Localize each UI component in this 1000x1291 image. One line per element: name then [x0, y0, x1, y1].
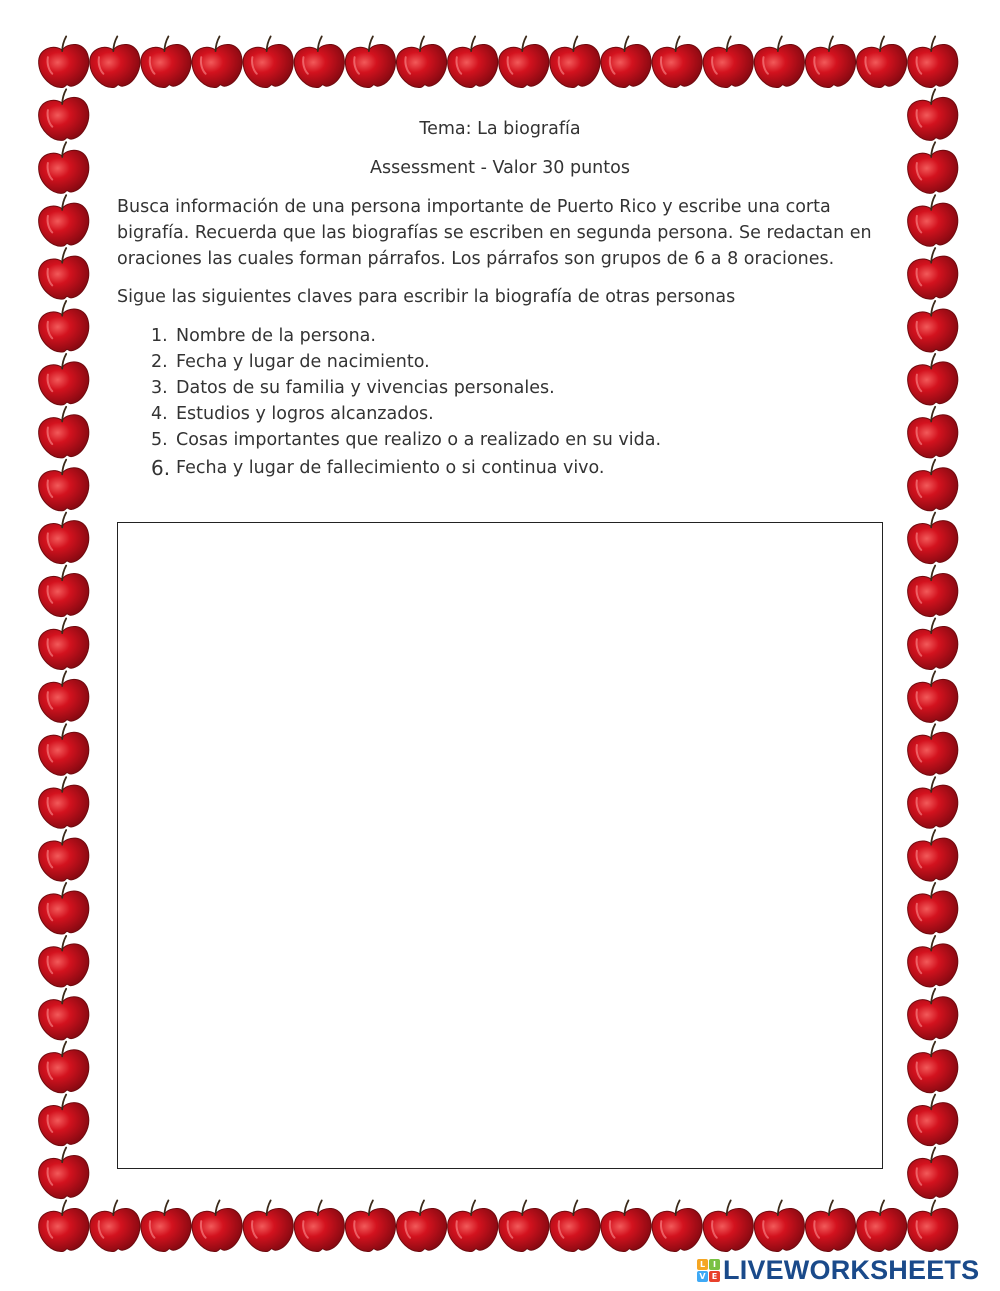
- list-item: [151, 375, 883, 401]
- apple-icon: [87, 1198, 144, 1254]
- apple-icon: [35, 404, 92, 460]
- apple-icon: [35, 1145, 92, 1201]
- apple-icon: [342, 1198, 399, 1254]
- list-number: 4.: [151, 404, 168, 424]
- apple-icon: [291, 34, 348, 90]
- mark-letter-i: I: [709, 1259, 720, 1270]
- apple-icon: [35, 1039, 92, 1095]
- apple-icon: [393, 1198, 450, 1254]
- list-number: 1.: [151, 326, 168, 346]
- steps-list: [117, 323, 883, 483]
- worksheet-content: [117, 116, 883, 483]
- apple-icon: [904, 87, 961, 143]
- answer-text-box[interactable]: [117, 522, 883, 1169]
- apple-icon: [35, 827, 92, 883]
- apple-icon: [802, 34, 859, 90]
- apple-icon: [87, 34, 144, 90]
- apple-icon: [35, 563, 92, 619]
- apple-icon: [904, 34, 961, 90]
- apple-icon: [35, 457, 92, 513]
- list-item: [151, 401, 883, 427]
- apple-icon: [904, 193, 961, 249]
- list-text: Estudios y logros alcanzados.: [176, 404, 434, 424]
- apple-icon: [342, 34, 399, 90]
- apple-icon: [35, 775, 92, 831]
- apple-icon: [904, 1039, 961, 1095]
- apple-icon: [35, 986, 92, 1042]
- apple-icon: [35, 1198, 92, 1254]
- apple-icon: [904, 457, 961, 513]
- list-text: Cosas importantes que realizo o a realizado en su vida.: [176, 430, 662, 450]
- list-item: [151, 323, 883, 349]
- list-number: 3.: [151, 378, 168, 398]
- apple-icon: [35, 193, 92, 249]
- mark-letter-v: V: [697, 1271, 708, 1282]
- apple-icon: [598, 1198, 655, 1254]
- apple-icon: [138, 1198, 195, 1254]
- list-text: Fecha y lugar de fallecimiento o si continua vivo.: [176, 458, 605, 478]
- list-text: Datos de su familia y vivencias personales.: [176, 378, 555, 398]
- list-number: 6.: [151, 456, 171, 480]
- apple-icon: [904, 404, 961, 460]
- apple-icon: [904, 510, 961, 566]
- apple-icon: [904, 775, 961, 831]
- apple-icon: [904, 986, 961, 1042]
- apple-icon: [904, 1092, 961, 1148]
- apple-icon: [393, 34, 450, 90]
- apple-icon: [904, 880, 961, 936]
- apple-icon: [495, 34, 552, 90]
- apple-icon: [35, 933, 92, 989]
- guide-intro: Sigue las siguientes claves para escribir la biografía de otras personas: [117, 287, 736, 307]
- list-item: [151, 427, 883, 453]
- apple-icon: [138, 34, 195, 90]
- topic-heading: Tema: La biografía: [419, 119, 581, 139]
- apple-icon: [904, 563, 961, 619]
- apple-icon: [495, 1198, 552, 1254]
- apple-icon: [189, 1198, 246, 1254]
- apple-icon: [35, 722, 92, 778]
- apple-icon: [35, 140, 92, 196]
- apple-icon: [700, 34, 757, 90]
- apple-icon: [649, 34, 706, 90]
- apple-icon: [904, 1198, 961, 1254]
- apple-icon: [904, 1145, 961, 1201]
- apple-icon: [547, 1198, 604, 1254]
- apple-icon: [649, 1198, 706, 1254]
- liveworksheets-mark-icon: [697, 1259, 720, 1282]
- apple-icon: [904, 298, 961, 354]
- apple-icon: [904, 245, 961, 301]
- list-number: 5.: [151, 430, 168, 450]
- apple-icon: [35, 351, 92, 407]
- apple-icon: [240, 34, 297, 90]
- apple-icon: [35, 616, 92, 672]
- apple-icon: [35, 1092, 92, 1148]
- apple-icon: [598, 34, 655, 90]
- assessment-subheading: Assessment - Valor 30 puntos: [370, 158, 630, 178]
- mark-letter-l: L: [697, 1259, 708, 1270]
- list-item: [151, 453, 883, 483]
- apple-icon: [35, 880, 92, 936]
- apple-icon: [802, 1198, 859, 1254]
- apple-icon: [35, 34, 92, 90]
- apple-icon: [35, 87, 92, 143]
- liveworksheets-logo: [697, 1255, 979, 1285]
- apple-icon: [35, 510, 92, 566]
- apple-icon: [904, 827, 961, 883]
- apple-icon: [904, 669, 961, 725]
- apple-icon: [35, 669, 92, 725]
- apple-icon: [444, 34, 501, 90]
- apple-icon: [35, 298, 92, 354]
- apple-icon: [291, 1198, 348, 1254]
- apple-icon: [904, 722, 961, 778]
- list-text: Nombre de la persona.: [176, 326, 376, 346]
- apple-icon: [904, 616, 961, 672]
- apple-icon: [700, 1198, 757, 1254]
- list-item: [151, 349, 883, 375]
- apple-icon: [904, 933, 961, 989]
- apple-icon: [444, 1198, 501, 1254]
- apple-icon: [547, 34, 604, 90]
- mark-letter-e: E: [709, 1271, 720, 1282]
- apple-icon: [189, 34, 246, 90]
- list-number: 2.: [151, 352, 168, 372]
- apple-icon: [240, 1198, 297, 1254]
- liveworksheets-brand: LIVEWORKSHEETS: [723, 1255, 980, 1285]
- apple-icon: [904, 351, 961, 407]
- apple-icon: [751, 1198, 808, 1254]
- apple-icon: [853, 1198, 910, 1254]
- instructions-paragraph: Busca información de una persona importante de Puerto Rico y escribe una corta bigrafía. Recuerda que las biografías se escriben en segunda persona. Se redactan en oraciones las cuales forman párrafos. Los párrafos son grupos de 6 a 8 oraciones.: [117, 197, 872, 269]
- apple-icon: [853, 34, 910, 90]
- apple-icon: [751, 34, 808, 90]
- apple-icon: [35, 245, 92, 301]
- list-text: Fecha y lugar de nacimiento.: [176, 352, 430, 372]
- apple-icon: [904, 140, 961, 196]
